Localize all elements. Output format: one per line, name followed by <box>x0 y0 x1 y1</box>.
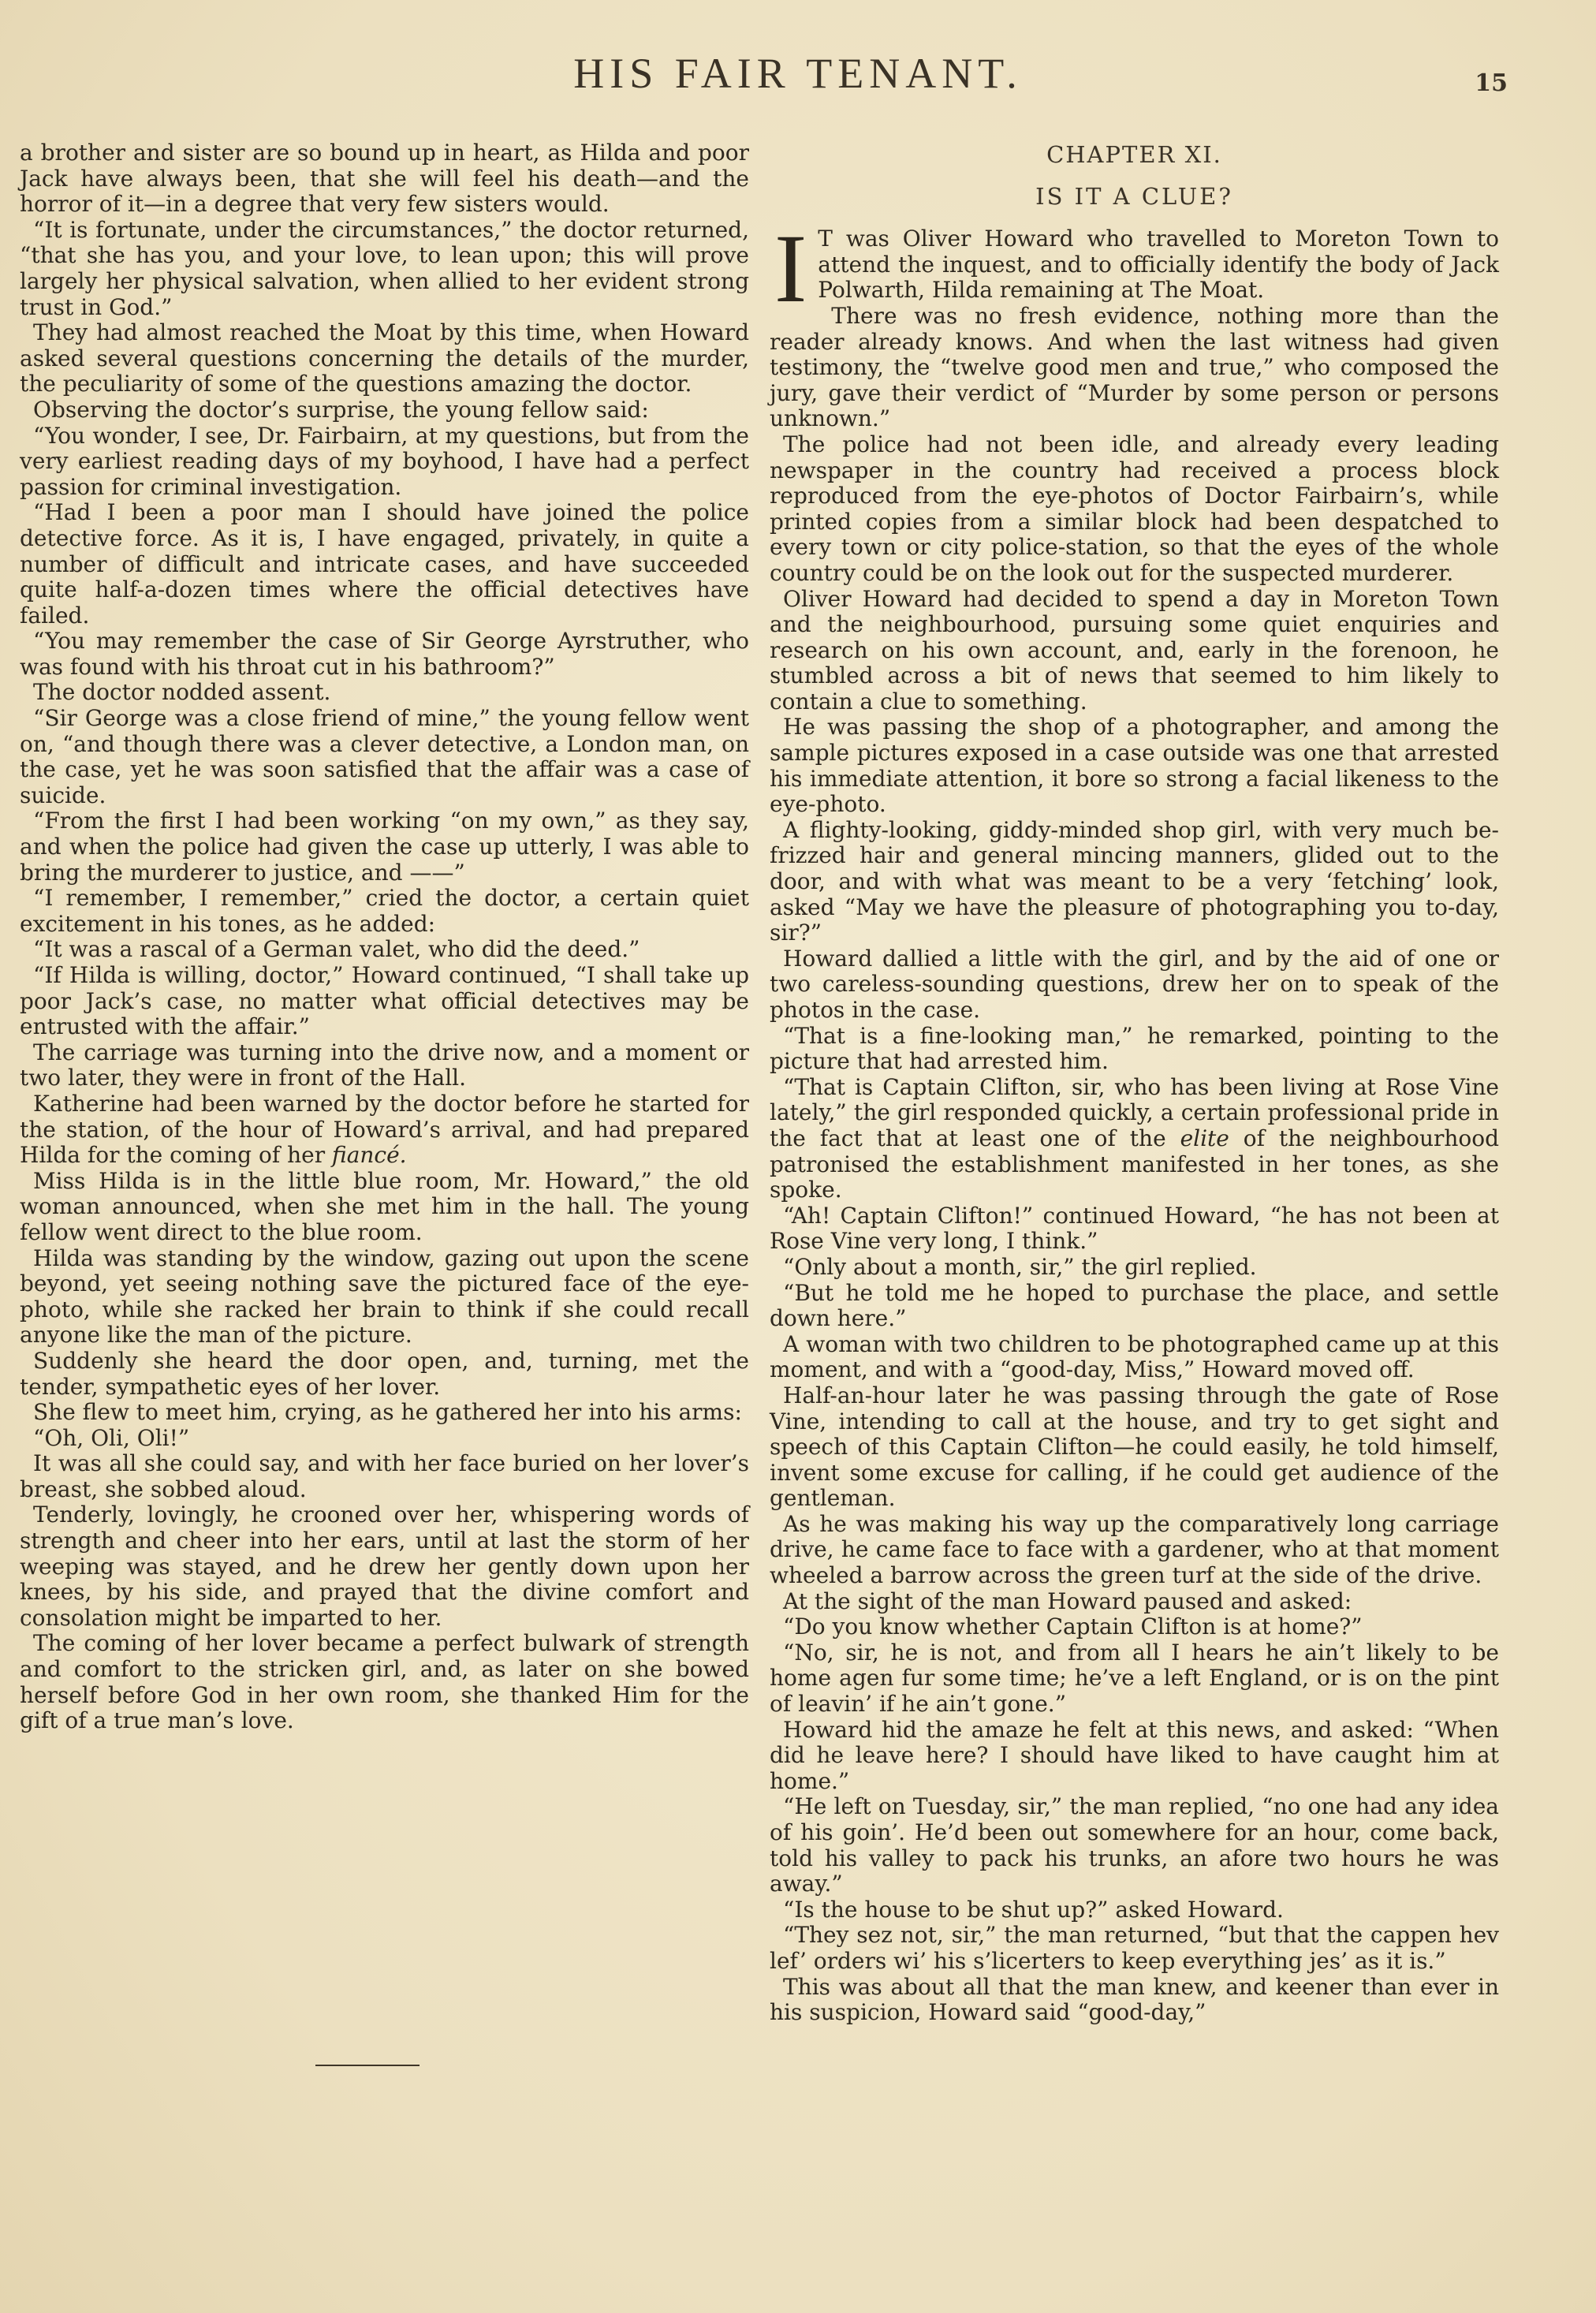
paragraph: “Only about a month, sir,” the girl replied. <box>783 1253 1257 1280</box>
paragraph: “Sir George was a close friend of mine,” the young fellow went on, “and though there was a clever detective, a London man, on the case, yet he was soon satisfied that the affair was a case of suicide. <box>20 705 749 808</box>
paragraph: This was about all that the man knew, and keener than ever in his suspicion, Howard said “good-day,” <box>770 1973 1499 2026</box>
paragraph: “Had I been a poor man I should have joined the police detective force. As it is, I have engaged, privately, in quite a number of difficult and intricate cases, and have succeeded quite half-a-dozen times where the official detectives have failed. <box>20 499 749 629</box>
paragraph <box>770 1075 1499 1203</box>
paragraph: “You may remember the case of Sir George Ayrstruther, who was found with his throat cut in his bathroom?” <box>20 628 749 680</box>
paragraph: “If Hilda is willing, doctor,” Howard continued, “I shall take up poor Jack’s case, no matter what official detectives may be entrusted with the affair.” <box>20 962 749 1040</box>
paragraph: a brother and sister are so bound up in heart, as Hilda and poor Jack have always been, that she will feel his death—and the horror of it—in a degree that very few sisters would. <box>20 140 749 218</box>
paragraph: “I remember, I remember,” cried the doctor, a certain quiet excitement in his tones, as he added: <box>20 885 749 937</box>
paragraph: “They sez not, sir,” the man returned, “but that the cappen hev lef’ orders wi’ his s’licerters to keep everything jes’ as it is.” <box>770 1922 1499 1974</box>
paragraph-text: Katherine had been warned by the doctor before he started for the station, of the hour of Howard’s arrival, and had prepared Hilda for the coming of her <box>20 1090 749 1169</box>
paragraph: Oliver Howard had decided to spend a day in Moreton Town and the neighbourhood, pursuing some quiet enquiries and research on his own account, and, early in the forenoon, he stumbled across a bit of news that seemed to him likely to contain a clue to something. <box>770 585 1499 714</box>
paragraph: “It is fortunate, under the circumstances,” the doctor returned, “that she has you, and your love, to lean upon; this will prove largely her physical salvation, when allied to her evident strong trust in God.” <box>20 216 749 320</box>
italic-word: fiancé. <box>332 1142 407 1169</box>
paragraph: A woman with two children to be photographed came up at this moment, and with a “good-day, Miss,” Howard moved off. <box>770 1330 1499 1383</box>
right-column <box>770 140 1499 2026</box>
page-number: 15 <box>1475 69 1508 97</box>
paragraph: “No, sir, he is not, and from all I hears he ain’t likely to be home agen fur some time; he’ve a left England, or is on the pint of leavin’ if he ain’t gone.” <box>770 1639 1499 1718</box>
paragraph: The doctor nodded assent. <box>33 679 331 706</box>
paragraph: Tenderly, lovingly, he crooned over her, whispering words of strength and cheer into her ears, until at last the storm of her weeping was stayed, and he drew her gently down upon her knees, by his side, and prayed that the divine comfort and consolation might be imparted to her. <box>20 1502 749 1631</box>
paragraph: “Oh, Oli, Oli!” <box>33 1424 190 1451</box>
running-title: HIS FAIR TENANT. <box>573 50 1023 97</box>
paragraph-text: of the neighbourhood patronised the establishment manifested in her tones, as she spoke. <box>770 1125 1500 1203</box>
paragraph: “It was a rascal of a German valet, who did the deed.” <box>33 936 640 963</box>
paragraph: Miss Hilda is in the little blue room, Mr. Howard,” the old woman announced, when she met him in the hall. The young fellow went direct to the blue room. <box>20 1167 749 1245</box>
paragraph: The coming of her lover became a perfect bulwark of strength and comfort to the stricken girl, and, as later on she bowed herself before God in her own room, she thanked Him for the gift of a true man’s love. <box>20 1630 749 1734</box>
paragraph-text: “That is Captain Clifton, sir, who has been living at Rose Vine lately,” the girl responded quickly, a certain professional pride in the fact that at least one of the <box>770 1073 1499 1151</box>
paragraph: Howard dallied a little with the girl, and by the aid of one or two careless-sounding questions, drew her on to speak of the photos in the case. <box>770 945 1499 1023</box>
paragraph: Howard hid the amaze he felt at this news, and asked: “When did he leave here? I should have liked to have caught him at home.” <box>770 1716 1499 1794</box>
paragraph: Observing the doctor’s surprise, the young fellow said: <box>33 396 649 423</box>
paragraph: They had almost reached the Moat by this time, when Howard asked several questions concerning the details of the murder, the peculiarity of some of the questions amazing the doctor. <box>20 319 749 397</box>
paragraph: “From the first I had been working “on my own,” as they say, and when the police had given the case up utterly, I was able to bring the murderer to justice, and ——” <box>20 808 749 886</box>
paragraph: It was all she could say, and with her face buried on her lover’s breast, she sobbed aloud. <box>20 1450 749 1502</box>
paragraph: “But he told me he hoped to purchase the place, and settle down here.” <box>770 1279 1499 1332</box>
paragraph: “He left on Tuesday, sir,” the man replied, “no one had any idea of his goin’. He’d been out somewhere for an hour, come back, told his valley to pack his trunks, an afore two hours he was away.” <box>770 1793 1499 1897</box>
paragraph: “Is the house to be shut up?” asked Howard. <box>783 1896 1284 1923</box>
paragraph: As he was making his way up the comparatively long carriage drive, he came face to face with a gardener, who at that moment wheeled a barrow across the green turf at the side of the drive. <box>770 1510 1499 1589</box>
paragraph: The carriage was turning into the drive now, and a moment or two later, they were in front of the Hall. <box>20 1039 749 1091</box>
paragraph: Hilda was standing by the window, gazing out upon the scene beyond, yet seeing nothing save the pictured face of the eye-photo, while she racked her brain to think if she could recall anyone like the man of the picture. <box>20 1244 749 1349</box>
paragraph <box>20 1091 749 1169</box>
chapter-number: CHAPTER XI. <box>1046 141 1222 168</box>
opening-paragraph <box>770 215 1499 323</box>
drop-cap: I <box>774 215 807 323</box>
paragraph: “You wonder, I see, Dr. Fairbairn, at my questions, but from the very earliest reading days of my boyhood, I have had a perfect passion for criminal investigation. <box>20 422 749 500</box>
paragraph: Suddenly she heard the door open, and, turning, met the tender, sympathetic eyes of her lover. <box>20 1347 749 1400</box>
paragraph: At the sight of the man Howard paused and asked: <box>783 1587 1352 1614</box>
paragraph: A flighty-looking, giddy-minded shop girl, with very much be-frizzed hair and general mincing manners, glided out to the door, and with what was meant to be a very ‘fetching’ look, asked “May we have the pleasure of photographing you to-day, sir?” <box>770 816 1499 946</box>
paragraph: “That is a fine-looking man,” he remarked, pointing to the picture that had arrested him. <box>770 1022 1499 1075</box>
paragraph: Half-an-hour later he was passing through the gate of Rose Vine, intending to call at the house, and try to get sight and speech of this Captain Clifton—he could easily, he told himself, invent some excuse for calling, if he could get audience of the gentleman. <box>770 1382 1499 1512</box>
paragraph: “Do you know whether Captain Clifton is at home?” <box>783 1614 1363 1640</box>
left-column <box>20 140 749 1734</box>
chapter-title: IS IT A CLUE? <box>1035 182 1233 210</box>
section-divider <box>315 2065 420 2066</box>
paragraph-text: T was Oliver Howard who travelled to Moreton Town to attend the inquest, and to officially identify the body of Jack Polwarth, Hilda remaining at The Moat. <box>818 226 1499 304</box>
paragraph: He was passing the shop of a photographer, and among the sample pictures exposed in a case outside was one that arrested his immediate attention, it bore so strong a facial likeness to the eye-photo. <box>770 714 1499 818</box>
paragraph: The police had not been idle, and already every leading newspaper in the country had received a process block reproduced from the eye-photos of Doctor Fairbairn’s, while printed copies from a similar block had been despatched to every town or city police-station, so that the eyes of the whole country could be on the look out for the suspected murderer. <box>770 431 1499 586</box>
paragraph: “Ah! Captain Clifton!” continued Howard, “he has not been at Rose Vine very long, I think.” <box>770 1202 1499 1255</box>
italic-word: elite <box>1180 1125 1229 1151</box>
paragraph: There was no fresh evidence, nothing more than the reader already knows. And when the last witness had given testimony, the “twelve good men and true,” who composed the jury, gave their verdict of “Murder by some person or persons unknown.” <box>770 302 1499 432</box>
paragraph: She flew to meet him, crying, as he gathered her into his arms: <box>33 1399 742 1426</box>
